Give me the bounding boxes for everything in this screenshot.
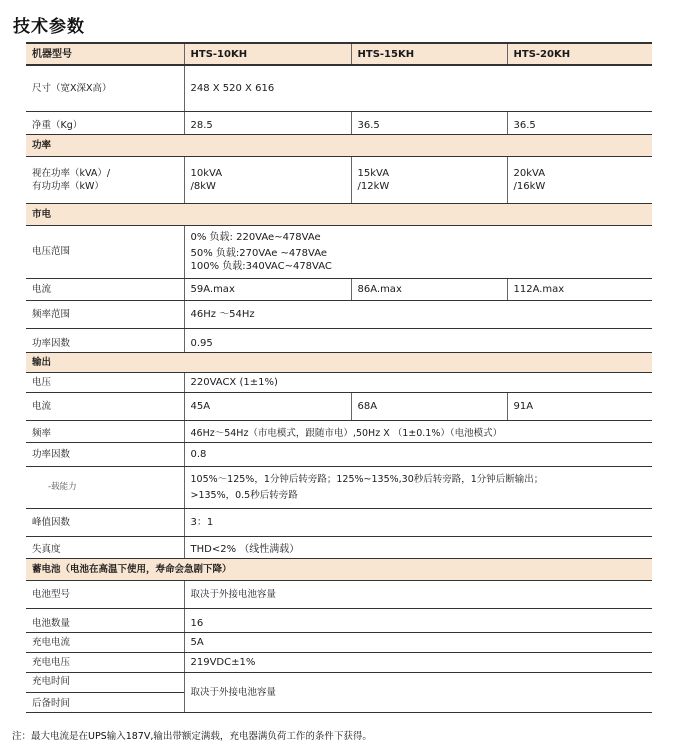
output-overload-value <box>184 466 652 508</box>
output-overload-label: -载能力 <box>26 466 184 508</box>
mains-voltage-line3: 100% 负载:340VAC~478VAC <box>190 260 332 272</box>
table-row <box>26 111 652 134</box>
size-label: 尺寸（宽X深X高） <box>26 65 184 111</box>
weight-value-1: 28.5 <box>184 111 351 134</box>
output-current-3: 91A <box>507 392 652 420</box>
power-value-2-kva: 15kVA <box>357 167 390 179</box>
section-battery-title: 蓄电池（电池在高温下使用，寿命会急剧下降） <box>26 558 652 580</box>
section-row-output <box>26 352 652 372</box>
section-output-title: 输出 <box>26 352 652 372</box>
output-current-2: 68A <box>351 392 507 420</box>
table-row <box>26 156 652 203</box>
header-model-2: HTS-15KH <box>351 43 507 65</box>
weight-value-2: 36.5 <box>351 111 507 134</box>
battery-charge-current-value: 5A <box>184 632 652 652</box>
table-row <box>26 392 652 420</box>
table-row <box>26 536 652 558</box>
battery-time-labels <box>26 672 184 712</box>
spec-table <box>26 42 652 713</box>
power-value-2-kw: /12kW <box>357 180 390 192</box>
table-row <box>26 580 652 608</box>
footnote: 注：最大电流是在UPS输入187V,输出带额定满载，充电器满负荷工作的条件下获得。 <box>12 731 372 742</box>
output-crest-value: 3：1 <box>184 508 652 536</box>
mains-current-label: 电流 <box>26 278 184 300</box>
table-row <box>26 225 652 278</box>
output-voltage-value: 220VACX (1±1%) <box>184 372 652 392</box>
output-crest-label: 峰值因数 <box>26 508 184 536</box>
battery-backup-time-label: 后备时间 <box>32 697 71 709</box>
table-row <box>26 328 652 352</box>
header-model-label: 机器型号 <box>26 43 184 65</box>
power-value-1-kva: 10kVA <box>190 167 223 179</box>
output-pf-label: 功率因数 <box>26 442 184 466</box>
weight-label: 净重（Kg） <box>26 111 184 134</box>
table-row <box>26 652 652 672</box>
table-row <box>26 65 652 111</box>
power-label-line2: 有功功率（kW） <box>32 180 104 192</box>
section-row-battery <box>26 558 652 580</box>
mains-pf-value: 0.95 <box>184 328 652 352</box>
output-voltage-label: 电压 <box>26 372 184 392</box>
power-value-1-kw: /8kW <box>190 180 216 192</box>
section-row-power <box>26 134 652 156</box>
battery-charge-time-label: 充电时间 <box>26 675 184 693</box>
table-row <box>26 442 652 466</box>
power-value-3-kva: 20kVA <box>513 167 546 179</box>
mains-pf-label: 功率因数 <box>26 328 184 352</box>
mains-voltage-line1: 0% 负载: 220VAe~478VAe <box>190 231 321 243</box>
battery-charge-voltage-value: 219VDC±1% <box>184 652 652 672</box>
battery-charge-current-label: 充电电流 <box>26 632 184 652</box>
table-row <box>26 466 652 508</box>
power-value-3 <box>507 156 652 203</box>
table-row <box>26 372 652 392</box>
section-mains-title: 市电 <box>26 203 652 225</box>
mains-freq-label: 频率范围 <box>26 300 184 328</box>
table-row <box>26 508 652 536</box>
battery-type-label: 电池型号 <box>26 580 184 608</box>
header-model-3: HTS-20KH <box>507 43 652 65</box>
mains-voltage-line2: 50% 负载:270VAe ~478VAe <box>190 247 328 259</box>
output-overload-line1: 105%～125%，1分钟后转旁路；125%~135%,30秒后转旁路，1分钟后断输出； <box>190 473 544 485</box>
size-value: 248 X 520 X 616 <box>184 65 652 111</box>
power-value-1 <box>184 156 351 203</box>
output-overload-line2: >135%，0.5秒后转旁路 <box>190 489 298 501</box>
power-label-line1: 视在功率（kVA）/ <box>32 167 111 179</box>
page-title: 技术参数 <box>13 17 85 37</box>
table-row <box>26 608 652 632</box>
mains-current-2: 86A.max <box>351 278 507 300</box>
output-current-label: 电流 <box>26 392 184 420</box>
table-header-row <box>26 43 652 65</box>
battery-charge-voltage-label: 充电电压 <box>26 652 184 672</box>
mains-current-1: 59A.max <box>184 278 351 300</box>
table-row <box>26 300 652 328</box>
table-row <box>26 632 652 652</box>
output-thd-value: THD<2% （线性满载） <box>184 536 652 558</box>
mains-voltage-label: 电压范围 <box>26 225 184 278</box>
table-row <box>26 420 652 442</box>
output-pf-value: 0.8 <box>184 442 652 466</box>
table-row <box>26 278 652 300</box>
section-row-mains <box>26 203 652 225</box>
battery-count-value: 16 <box>184 608 652 632</box>
power-value-3-kw: /16kW <box>513 180 546 192</box>
power-value-2 <box>351 156 507 203</box>
section-power-title: 功率 <box>26 134 652 156</box>
header-model-1: HTS-10KH <box>184 43 351 65</box>
battery-count-label: 电池数量 <box>26 608 184 632</box>
table-row <box>26 672 652 712</box>
output-current-1: 45A <box>184 392 351 420</box>
output-thd-label: 失真度 <box>26 536 184 558</box>
battery-type-value: 取决于外接电池容量 <box>184 580 652 608</box>
mains-current-3: 112A.max <box>507 278 652 300</box>
battery-time-value: 取决于外接电池容量 <box>184 672 652 712</box>
mains-voltage-value <box>184 225 652 278</box>
output-freq-label: 频率 <box>26 420 184 442</box>
output-freq-value: 46Hz～54Hz（市电模式，跟随市电）,50Hz X （1±0.1%）（电池模式） <box>184 420 652 442</box>
weight-value-3: 36.5 <box>507 111 652 134</box>
power-label <box>26 156 184 203</box>
mains-freq-value: 46Hz ～54Hz <box>184 300 652 328</box>
